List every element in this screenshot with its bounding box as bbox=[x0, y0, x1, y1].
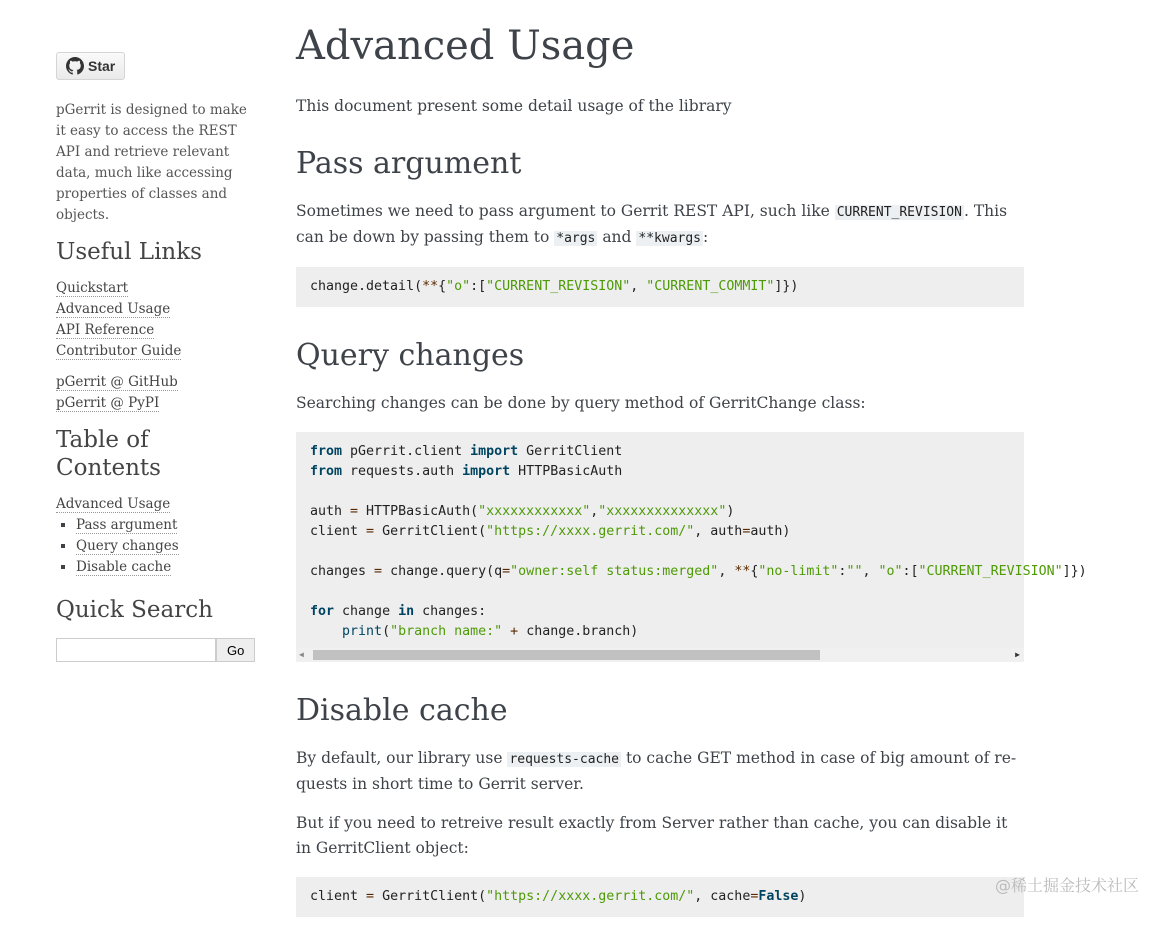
link-github[interactable]: pGerrit @ GitHub bbox=[56, 374, 178, 390]
search-input[interactable] bbox=[56, 638, 216, 662]
sidebar bbox=[56, 52, 256, 662]
query-changes-text: Searching changes can be done by query method of GerritChange class: bbox=[296, 394, 866, 412]
watermark: @稀土掘金技术社区 bbox=[994, 876, 1139, 895]
quick-search-heading: Quick Search bbox=[56, 597, 213, 623]
disable-cache-text-1: By default, our library use requests-cache to cache GET method in case of big amount of re-quests in short time to Gerrit server. bbox=[296, 749, 1017, 793]
code-block-disable-cache: client = GerritClient("https://xxxx.gerrit.com/", cache=False) bbox=[296, 877, 1024, 917]
search-form bbox=[56, 638, 256, 662]
horizontal-scrollbar[interactable] bbox=[296, 648, 1024, 662]
scrollbar-thumb[interactable] bbox=[313, 650, 820, 660]
code-block-query-changes: from pGerrit.client import GerritClient from requests.auth import HTTPBasicAuth auth = HTTPBasicAuth("xxxxxxxxxxxx","xxxxxxxxxxxxxx") client = GerritClient("https://xxxx.gerrit.com/", auth=auth) changes = change.query(q="owner:self status:merged", **{"no-limit":"", "o":["CURRENT_REVISION"]}) for change in changes: print("branch name:" + change.branch) ◀ ▶ bbox=[296, 432, 1024, 662]
link-pypi[interactable]: pGerrit @ PyPI bbox=[56, 395, 160, 411]
scroll-left-arrow-icon[interactable]: ◀ bbox=[299, 650, 304, 659]
search-go-button[interactable]: Go bbox=[216, 638, 255, 662]
disable-cache-text-2: But if you need to retreive result exactly from Server rather than cache, you can disable it in GerritClient object: bbox=[296, 814, 1008, 857]
github-star-button[interactable] bbox=[56, 52, 125, 80]
toc-pass-argument[interactable]: Pass argument bbox=[76, 517, 178, 533]
section-query-changes-heading: Query changes bbox=[296, 338, 525, 373]
toc-heading: Table of Contents bbox=[56, 427, 161, 481]
link-advanced-usage[interactable]: Advanced Usage bbox=[56, 301, 171, 317]
link-quickstart[interactable]: Quickstart bbox=[56, 280, 129, 296]
link-api-reference[interactable]: API Reference bbox=[56, 322, 155, 338]
toc-query-changes[interactable]: Query changes bbox=[76, 538, 179, 554]
scroll-right-arrow-icon[interactable]: ▶ bbox=[1015, 650, 1020, 659]
intro-text: This document present some detail usage of the library bbox=[296, 97, 732, 115]
page-title: Advanced Usage bbox=[296, 23, 635, 69]
project-description: pGerrit is designed to make it easy to access the REST API and retrieve relevant data, much like accessing properties of classes and objects. bbox=[56, 102, 247, 223]
link-contributor-guide[interactable]: Contributor Guide bbox=[56, 343, 182, 359]
useful-links-heading: Useful Links bbox=[56, 239, 202, 265]
pass-argument-text: Sometimes we need to pass argument to Gerrit REST API, such like CURRENT_REVISION . This can be down by passing them to *args and **kwargs : bbox=[296, 202, 1008, 246]
toc-disable-cache[interactable]: Disable cache bbox=[76, 559, 172, 575]
section-disable-cache-heading: Disable cache bbox=[296, 693, 508, 728]
github-icon bbox=[66, 57, 84, 75]
toc-advanced-usage[interactable]: Advanced Usage bbox=[56, 496, 171, 512]
star-label: Star bbox=[88, 58, 116, 74]
section-pass-argument-heading: Pass argument bbox=[296, 146, 522, 181]
code-block-pass-argument: change.detail(**{"o":["CURRENT_REVISION", "CURRENT_COMMIT"]}) bbox=[296, 267, 1024, 307]
